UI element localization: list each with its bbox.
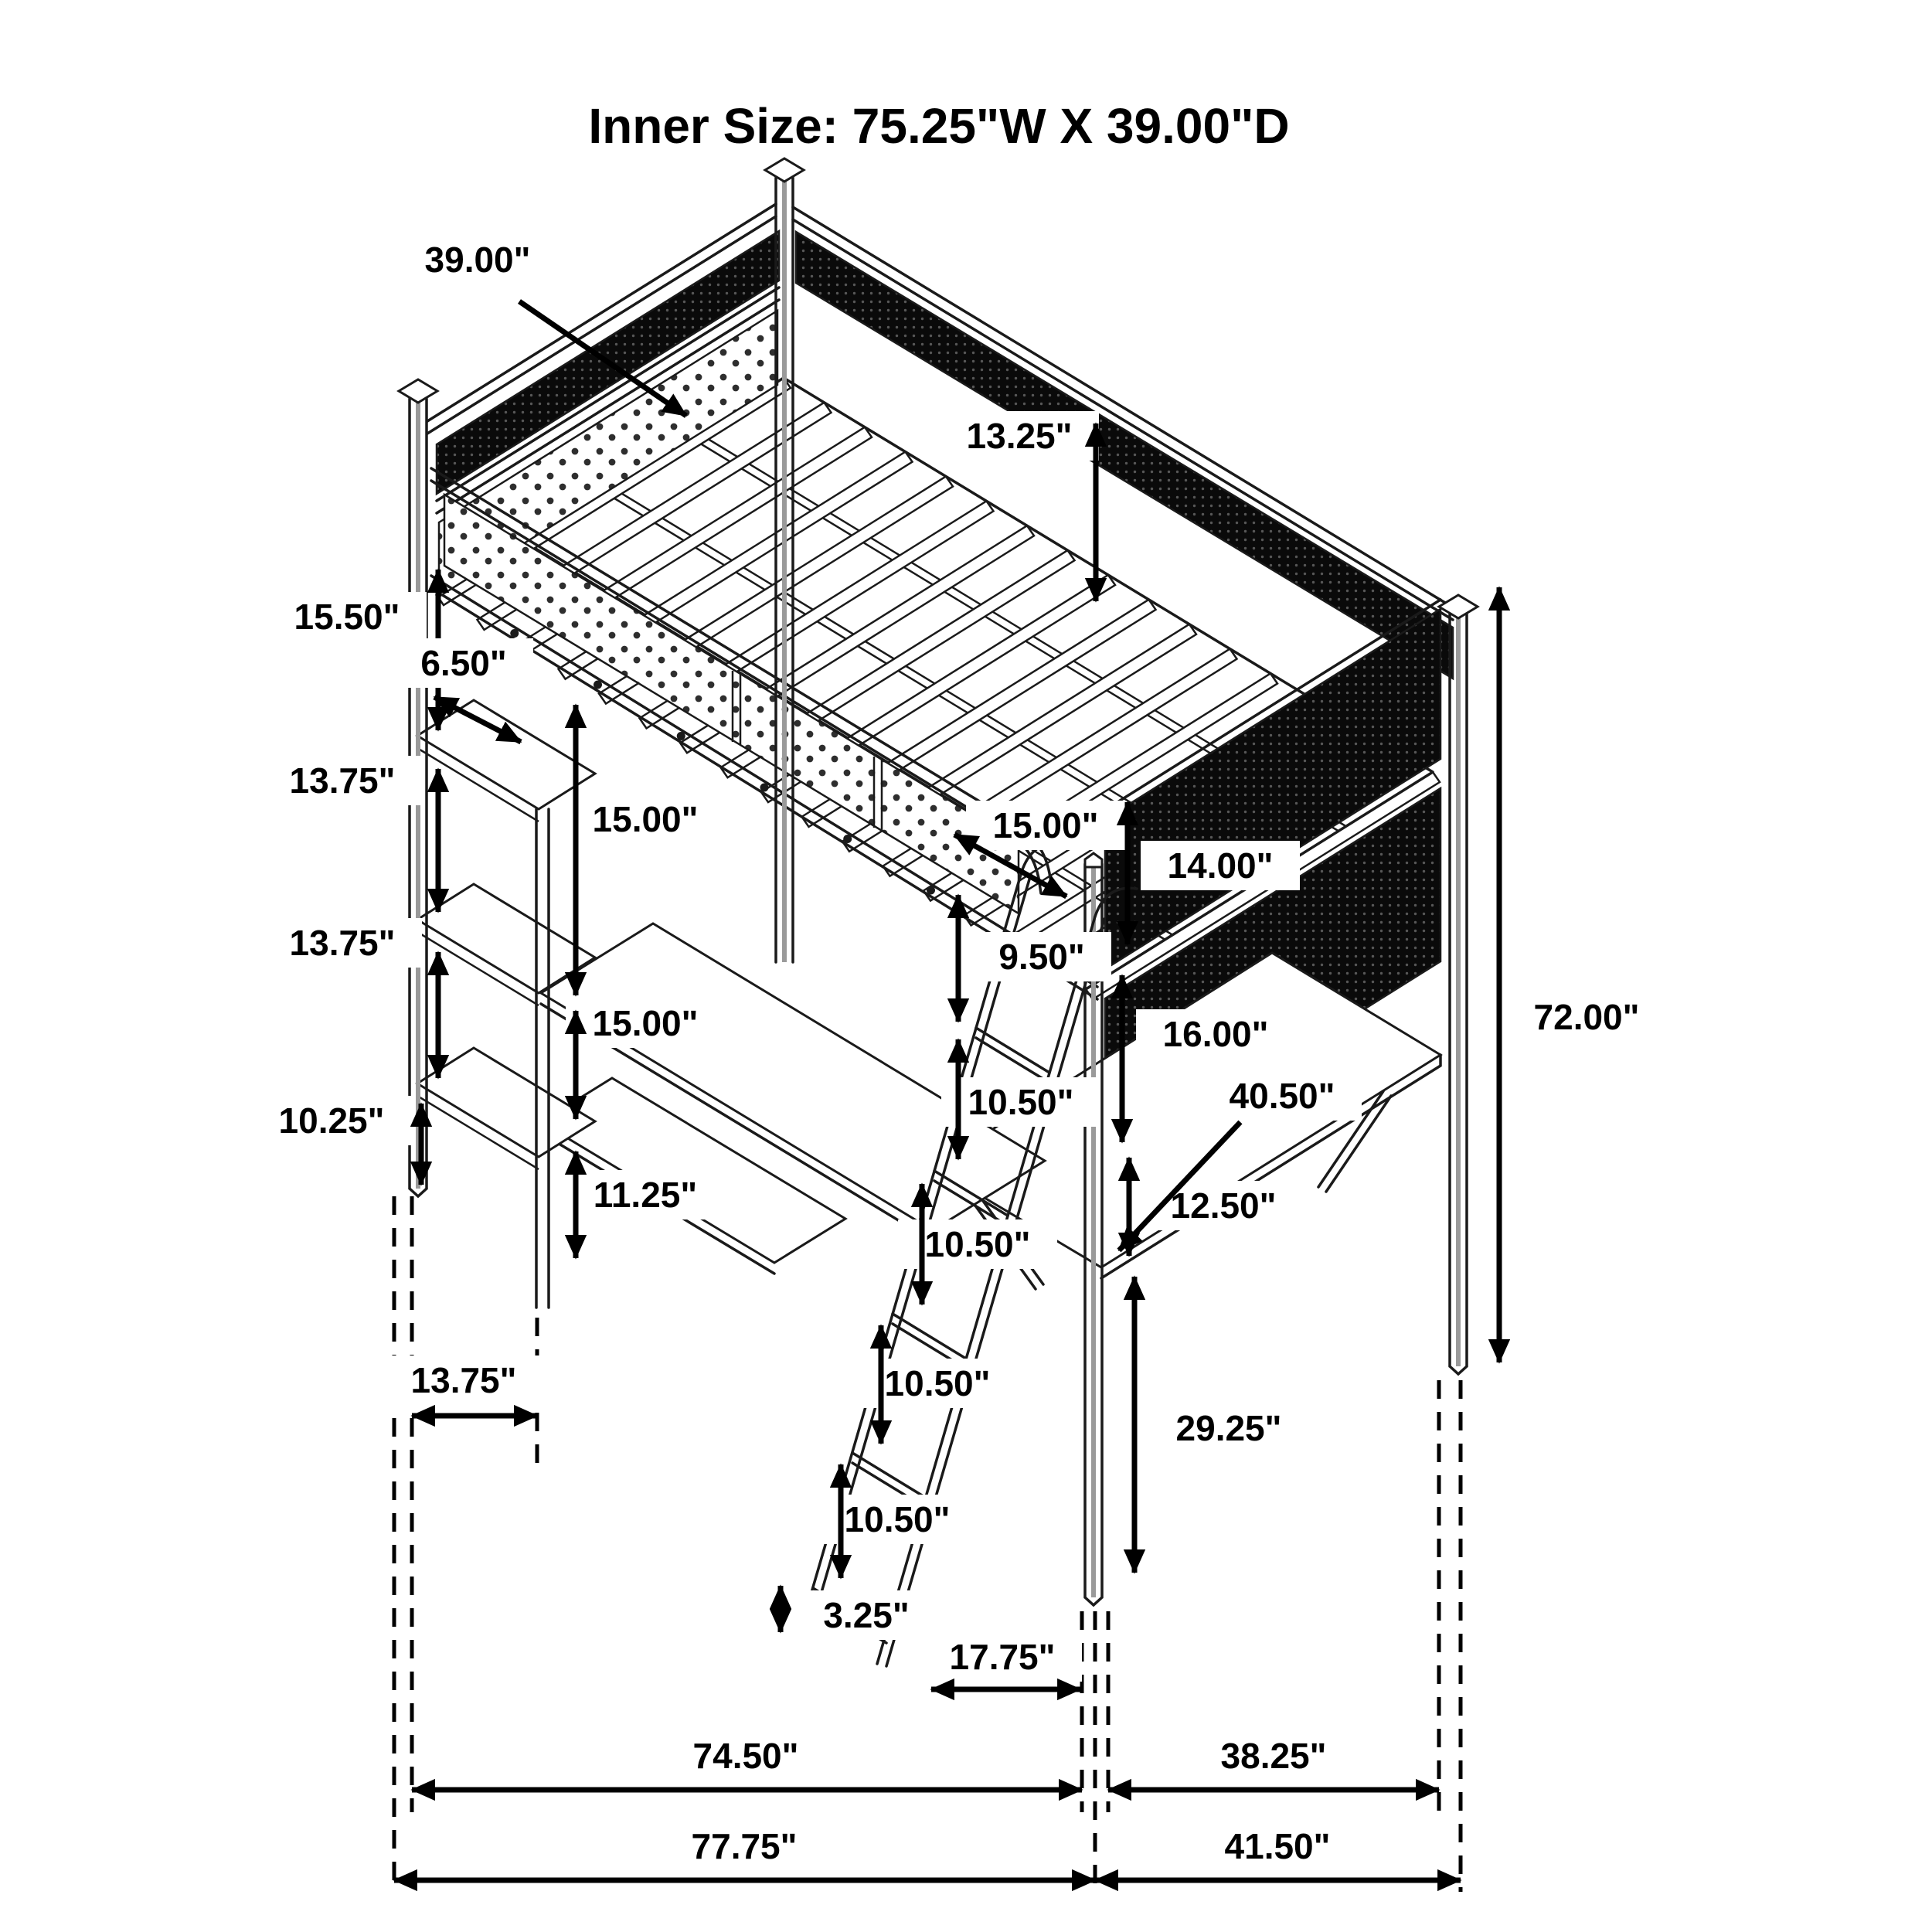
back-guard-rail (793, 207, 1453, 620)
svg-text:39.00": 39.00" (424, 240, 531, 280)
svg-text:77.75": 77.75" (691, 1826, 798, 1866)
dim-span-right-inner (1108, 1731, 1439, 1790)
right-post (1439, 595, 1478, 1374)
dim-rung-gap-3 (858, 1325, 1017, 1444)
svg-text:12.50": 12.50" (1170, 1185, 1277, 1226)
bolt (760, 784, 769, 792)
loft-bed-structure (399, 158, 1478, 1666)
svg-text:15.00": 15.00" (592, 799, 699, 839)
ladder-rung (976, 1028, 1049, 1083)
svg-text:11.25": 11.25" (593, 1175, 698, 1215)
dim-shelf-gap-mid (263, 756, 438, 912)
svg-text:9.50": 9.50" (998, 937, 1085, 977)
svg-text:13.75": 13.75" (289, 760, 396, 801)
svg-text:40.50": 40.50" (1229, 1076, 1335, 1116)
svg-text:74.50": 74.50" (692, 1736, 799, 1776)
svg-text:13.25": 13.25" (966, 416, 1073, 456)
dim-ladder-last-gap (781, 1586, 932, 1640)
dim-desk-to-floor (1134, 1277, 1308, 1573)
svg-text:16.00": 16.00" (1162, 1014, 1269, 1054)
bolt (677, 732, 685, 740)
svg-text:15.00": 15.00" (992, 805, 1099, 845)
dim-length-overall (394, 1821, 1095, 1880)
svg-text:10.50": 10.50" (968, 1082, 1074, 1122)
dim-shelf-width (384, 1355, 543, 1416)
front-perforated-panel (444, 495, 1019, 913)
dim-shelf-gap-low (263, 918, 438, 1078)
bolt (510, 629, 519, 638)
page-title: Inner Size: 75.25"W X 39.00"D (588, 98, 1290, 154)
dim-length-inner (412, 1731, 1082, 1790)
dim-bottom-shelf-floor (252, 1096, 421, 1185)
svg-text:17.75": 17.75" (949, 1637, 1056, 1677)
dim-overall-height (1499, 587, 1666, 1362)
bolt (594, 681, 602, 689)
svg-text:29.25": 29.25" (1175, 1408, 1282, 1448)
svg-text:10.50": 10.50" (884, 1363, 991, 1403)
svg-text:6.50": 6.50" (420, 643, 507, 683)
svg-text:15.50": 15.50" (294, 597, 400, 637)
svg-text:13.75": 13.75" (289, 923, 396, 963)
svg-text:10.50": 10.50" (844, 1499, 951, 1539)
svg-text:10.50": 10.50" (924, 1224, 1031, 1264)
shelf-tower (417, 700, 595, 1169)
svg-text:38.25": 38.25" (1220, 1736, 1327, 1776)
svg-text:3.25": 3.25" (823, 1595, 910, 1635)
dim-depth-overall (1095, 1821, 1461, 1880)
svg-text:13.75": 13.75" (410, 1360, 517, 1400)
svg-text:15.00": 15.00" (592, 1003, 699, 1043)
svg-text:72.00": 72.00" (1533, 997, 1640, 1037)
bolt (927, 886, 935, 895)
svg-text:41.50": 41.50" (1224, 1826, 1331, 1866)
svg-text:10.25": 10.25" (278, 1100, 385, 1141)
svg-text:14.00": 14.00" (1167, 845, 1274, 886)
bolt (843, 835, 852, 843)
shelf-tower-leg (536, 809, 549, 1308)
dim-ladder-foot-reach (923, 1632, 1082, 1689)
